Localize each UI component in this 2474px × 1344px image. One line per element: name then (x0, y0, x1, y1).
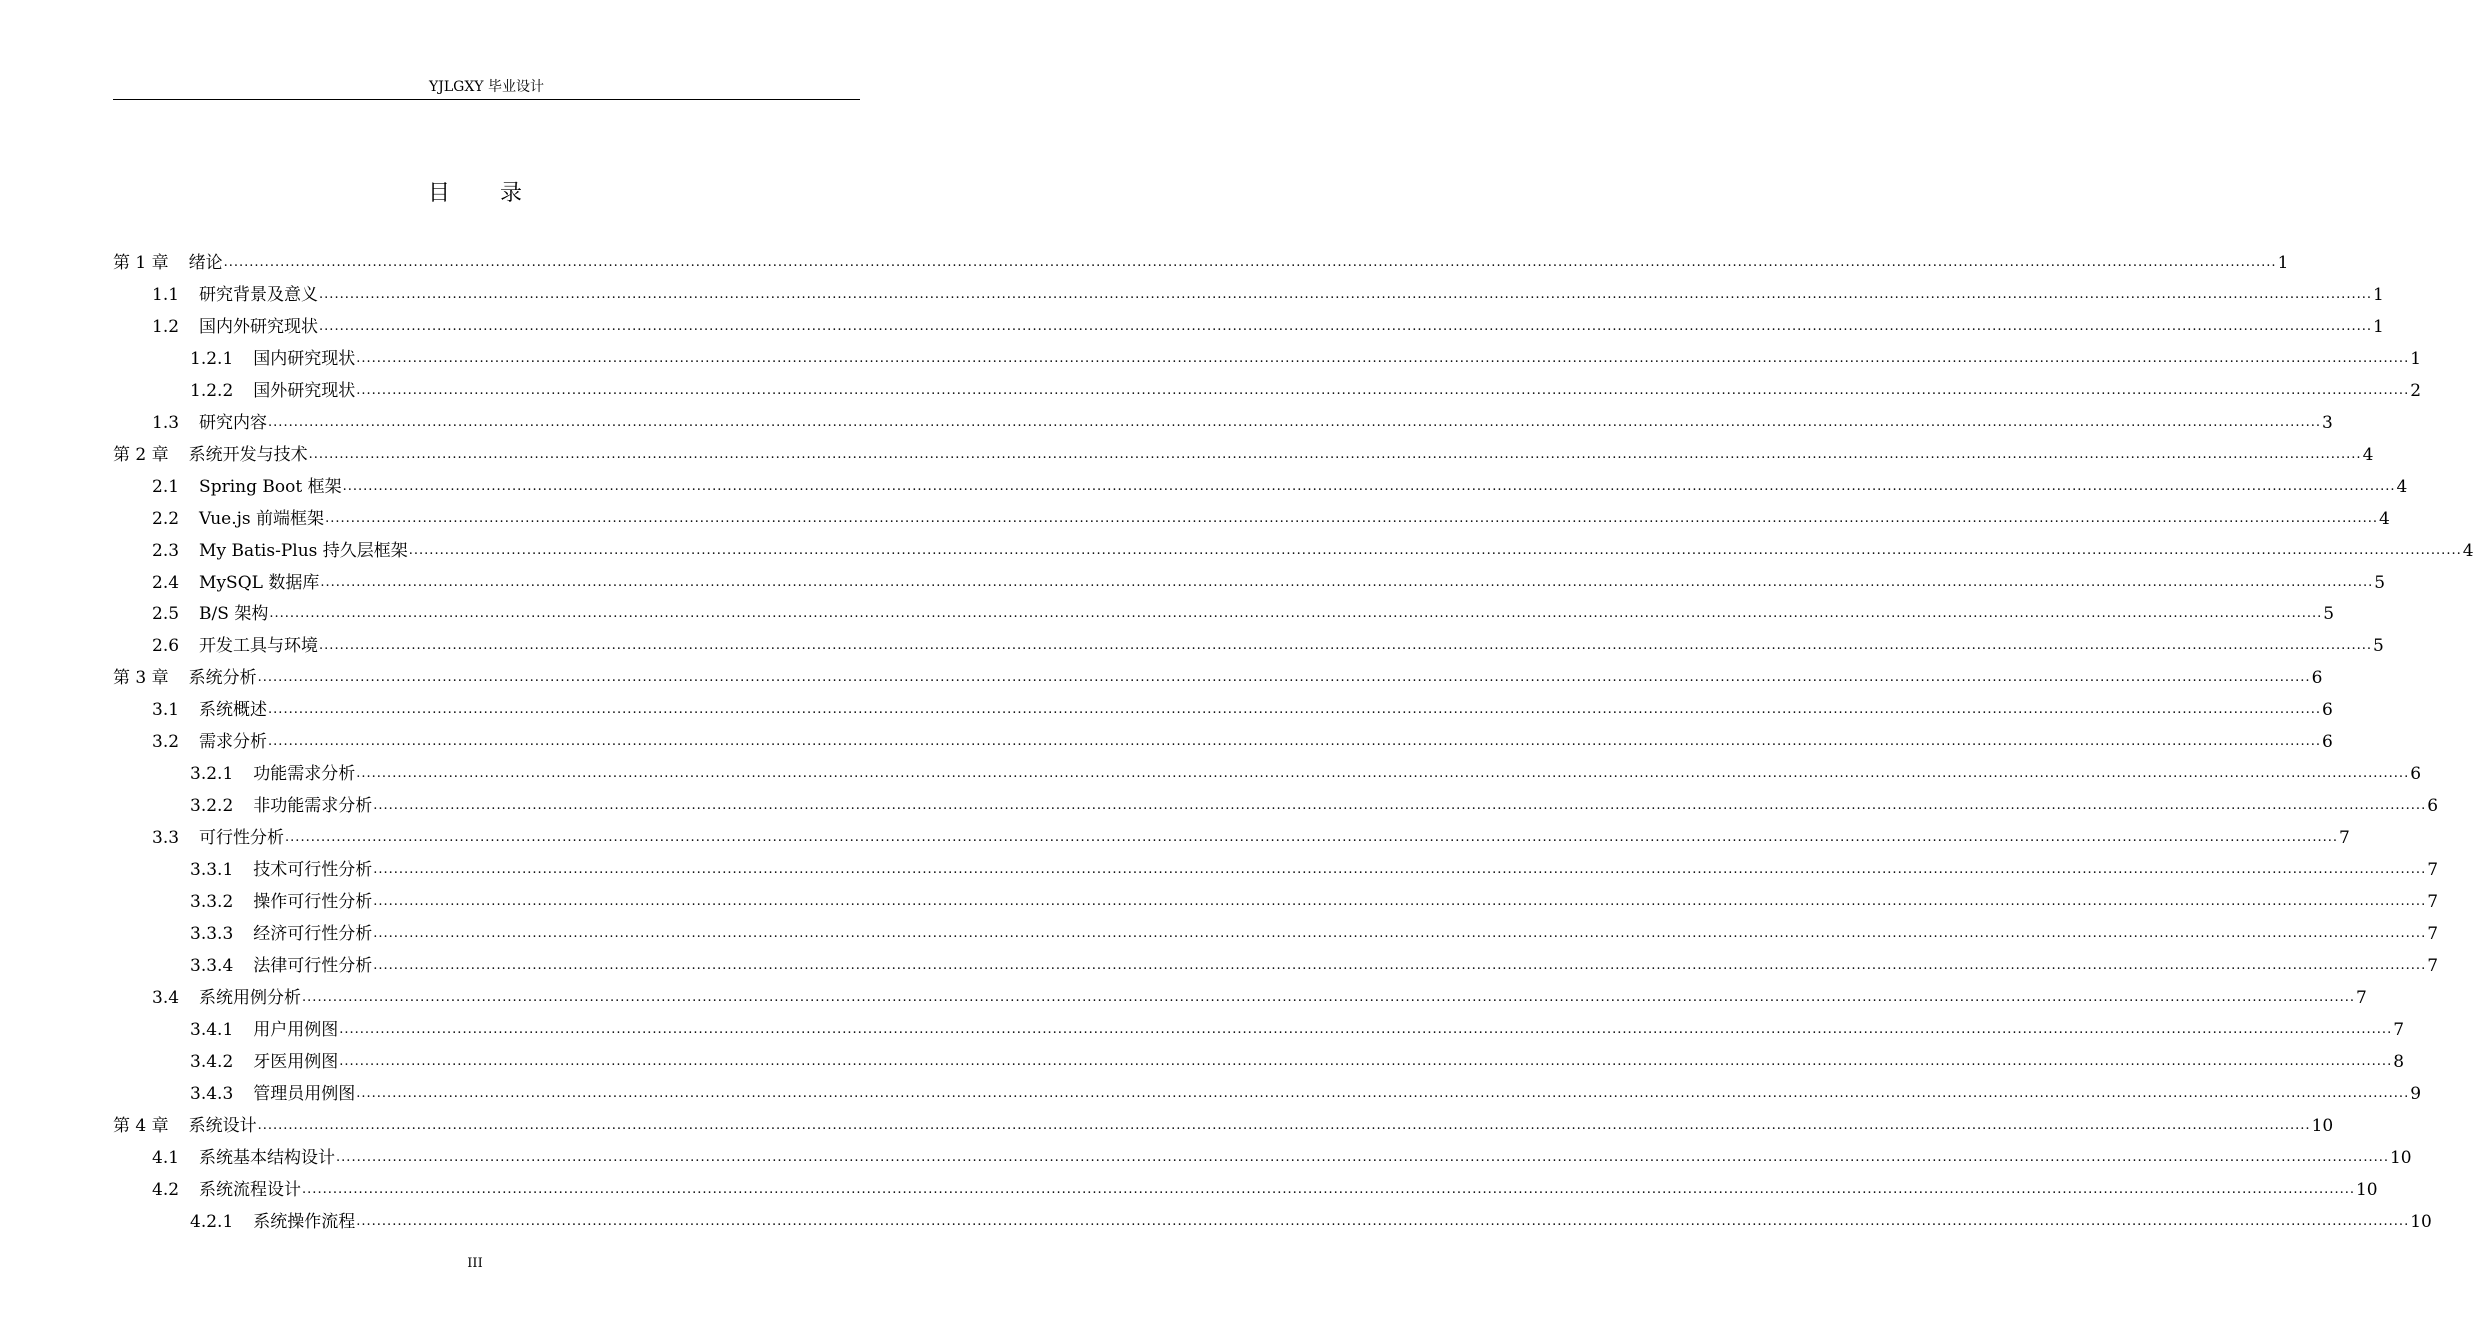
toc-entry[interactable] (113, 657, 2323, 689)
toc-entry-title: My Batis-Plus 持久层框架 (199, 540, 408, 561)
toc-entry-number: 3.4.1 (190, 1019, 234, 1040)
toc-entry[interactable] (152, 689, 2333, 721)
toc-entry-title: 功能需求分析 (253, 764, 356, 785)
toc-entry-title: 研究内容 (199, 412, 268, 433)
toc-entry-title: MySQL 数据库 (199, 572, 320, 593)
toc-entry-page: 10 (2389, 1147, 2412, 1168)
toc-entry-title: 研究背景及意义 (199, 284, 319, 305)
toc-leader-dots: ................................................................................................................................................................................................................................................................................................................................................................................................................ (408, 542, 2462, 558)
toc-entry-page: 7 (2427, 923, 2439, 944)
toc-entry-title: 法律可行性分析 (253, 955, 373, 976)
toc-entry-title: 系统开发与技术 (188, 444, 308, 465)
toc-entry[interactable] (152, 498, 2390, 530)
toc-leader-dots: ................................................................................................................................................................................................................................................................................................................................................................................................................ (336, 1149, 2389, 1165)
toc-entry[interactable] (152, 625, 2384, 657)
toc-entry-number: 3.3.3 (190, 923, 234, 944)
toc-leader-dots: ................................................................................................................................................................................................................................................................................................................................................................................................................ (268, 414, 2321, 430)
toc-leader-dots: ................................................................................................................................................................................................................................................................................................................................................................................................................ (373, 862, 2427, 878)
toc-leader-dots: ................................................................................................................................................................................................................................................................................................................................................................................................................ (356, 382, 2410, 398)
toc-entry-title: 国内外研究现状 (199, 316, 319, 337)
toc-entry[interactable] (152, 530, 2474, 562)
toc-entry-page: 1 (2372, 316, 2384, 337)
toc-entry[interactable] (190, 370, 2422, 402)
toc-entry[interactable] (190, 913, 2439, 945)
toc-title: 目录 (427, 181, 572, 206)
toc-leader-dots: ................................................................................................................................................................................................................................................................................................................................................................................................................ (373, 894, 2427, 909)
toc-entry-title: 技术可行性分析 (253, 860, 373, 881)
toc-entry[interactable] (152, 721, 2333, 753)
toc-entry-number: 1.1 (152, 284, 180, 305)
toc-entry-number: 4.2.1 (190, 1211, 234, 1232)
toc-entry-number: 1.2.1 (190, 348, 234, 369)
toc-leader-dots: ................................................................................................................................................................................................................................................................................................................................................................................................................ (269, 606, 2323, 622)
toc-leader-dots: ................................................................................................................................................................................................................................................................................................................................................................................................................ (268, 734, 2321, 750)
toc-entry[interactable] (152, 274, 2384, 306)
toc-entry-number: 1.3 (152, 412, 180, 433)
toc-entry-title: 可行性分析 (199, 828, 285, 849)
toc-leader-dots: ................................................................................................................................................................................................................................................................................................................................................................................................................ (319, 318, 2372, 334)
toc-entry-page: 1 (2277, 253, 2289, 273)
toc-entry[interactable] (190, 1073, 2422, 1105)
toc-entry-page: 5 (2372, 636, 2384, 657)
toc-entry-page: 6 (2321, 732, 2333, 753)
toc-entry-page: 7 (2338, 828, 2350, 849)
toc-entry-title: Spring Boot 框架 (199, 476, 342, 497)
toc-leader-dots: ................................................................................................................................................................................................................................................................................................................................................................................................................ (356, 1213, 2410, 1229)
toc-leader-dots: ................................................................................................................................................................................................................................................................................................................................................................................................................ (339, 1053, 2393, 1069)
toc-entry-title: 系统基本结构设计 (199, 1147, 336, 1168)
toc-entry-page: 7 (2427, 955, 2439, 976)
toc-entry-page: 6 (2321, 700, 2333, 721)
toc-entry-page: 6 (2410, 764, 2422, 785)
toc-entry-title: 非功能需求分析 (253, 796, 373, 817)
toc-entry-number: 3.3.4 (190, 955, 234, 976)
toc-entry-title: Vue.js 前端框架 (199, 508, 325, 529)
toc-entry[interactable] (190, 753, 2422, 785)
toc-leader-dots: ................................................................................................................................................................................................................................................................................................................................................................................................................ (223, 255, 2277, 270)
toc-entry-page: 1 (2410, 348, 2422, 369)
toc-entry-number: 2.5 (152, 604, 180, 625)
toc-entry-number: 第 1 章 (113, 253, 169, 273)
toc-entry-number: 第 4 章 (113, 1115, 169, 1136)
toc-entry-number: 1.2.2 (190, 380, 234, 401)
page-header: YJLGXY 毕业设计 (429, 79, 544, 95)
toc-entry-title: 国内研究现状 (253, 348, 356, 369)
toc-entry-page: 4 (2379, 508, 2390, 529)
toc-entry-title: 用户用例图 (253, 1019, 339, 1040)
toc-entry-number: 3.2.1 (190, 764, 234, 785)
toc-entry-page: 7 (2427, 860, 2439, 881)
toc-entry[interactable] (152, 977, 2367, 1009)
toc-entry-title: 开发工具与环境 (199, 636, 319, 657)
toc-entry[interactable] (190, 785, 2439, 817)
toc-entry-title: 操作可行性分析 (253, 892, 373, 912)
toc-leader-dots: ................................................................................................................................................................................................................................................................................................................................................................................................................ (320, 574, 2374, 590)
toc-entry-number: 3.3 (152, 828, 180, 849)
toc-entry-page: 4 (2462, 540, 2474, 561)
toc-entry-number: 3.4.3 (190, 1083, 234, 1104)
toc-entry-page: 5 (2374, 572, 2386, 593)
toc-entry-number: 3.3.1 (190, 860, 234, 881)
toc-leader-dots: ................................................................................................................................................................................................................................................................................................................................................................................................................ (319, 638, 2372, 654)
toc-entry-number: 3.4 (152, 987, 180, 1008)
toc-entry-page: 7 (2427, 892, 2439, 912)
toc-entry[interactable] (152, 817, 2350, 849)
toc-entry-number: 4.1 (152, 1147, 180, 1168)
toc-entry-page: 6 (2427, 796, 2439, 817)
toc-leader-dots: ................................................................................................................................................................................................................................................................................................................................................................................................................ (319, 286, 2372, 302)
toc-entry-title: 牙医用例图 (253, 1051, 339, 1072)
toc-entry-title: 管理员用例图 (253, 1083, 356, 1104)
toc-leader-dots: ................................................................................................................................................................................................................................................................................................................................................................................................................ (325, 510, 2378, 526)
toc-leader-dots: ................................................................................................................................................................................................................................................................................................................................................................................................................ (356, 350, 2410, 366)
toc-entry-title: 经济可行性分析 (253, 923, 373, 944)
toc-entry-page: 7 (2355, 987, 2367, 1008)
toc-entry[interactable] (152, 306, 2384, 338)
toc-entry[interactable] (152, 562, 2386, 594)
toc-entry-title: 国外研究现状 (253, 380, 356, 401)
toc-entry[interactable] (190, 1041, 2405, 1073)
toc-entry-number: 2.3 (152, 540, 180, 561)
toc-leader-dots: ................................................................................................................................................................................................................................................................................................................................................................................................................ (302, 1181, 2355, 1197)
toc-leader-dots: ................................................................................................................................................................................................................................................................................................................................................................................................................ (308, 446, 2362, 462)
toc-entry-page: 4 (2362, 444, 2374, 465)
toc-entry[interactable] (152, 402, 2333, 434)
toc-leader-dots: ................................................................................................................................................................................................................................................................................................................................................................................................................ (342, 478, 2396, 494)
toc-entry[interactable] (152, 1137, 2412, 1169)
toc-entry[interactable] (190, 1201, 2432, 1233)
toc-entry-page: 10 (2311, 1115, 2334, 1136)
toc-entry-number: 3.4.2 (190, 1051, 234, 1072)
toc-leader-dots: ................................................................................................................................................................................................................................................................................................................................................................................................................ (373, 925, 2427, 941)
toc-entry-page: 5 (2323, 604, 2335, 625)
toc-leader-dots: ................................................................................................................................................................................................................................................................................................................................................................................................................ (373, 798, 2427, 814)
toc-entry-title: B/S 架构 (199, 604, 269, 625)
toc-entry[interactable] (152, 1169, 2378, 1201)
toc-entry-page: 6 (2311, 668, 2323, 689)
toc-entry-number: 4.2 (152, 1179, 180, 1200)
toc-entry-page: 8 (2393, 1051, 2405, 1072)
toc-entry[interactable] (190, 849, 2439, 881)
toc-entry-title: 绪论 (188, 253, 223, 273)
toc-entry[interactable] (113, 1105, 2334, 1137)
toc-entry[interactable] (152, 593, 2335, 625)
toc-entry-number: 1.2 (152, 316, 180, 337)
toc-entry[interactable] (152, 466, 2408, 498)
toc-entry-title: 需求分析 (199, 732, 268, 753)
toc-entry-page: 10 (2355, 1179, 2378, 1200)
toc-entry-number: 第 3 章 (113, 668, 169, 689)
toc-leader-dots: ................................................................................................................................................................................................................................................................................................................................................................................................................ (339, 1021, 2393, 1037)
toc-entry-number: 3.3.2 (190, 892, 234, 912)
toc-entry-number: 2.6 (152, 636, 180, 657)
toc-leader-dots: ................................................................................................................................................................................................................................................................................................................................................................................................................ (356, 766, 2410, 782)
toc-entry-page: 1 (2372, 284, 2384, 305)
toc-entry-number: 3.1 (152, 700, 180, 721)
toc-entry-page: 4 (2396, 476, 2408, 497)
toc-entry[interactable] (190, 945, 2439, 977)
toc-entry-page: 2 (2410, 380, 2422, 401)
toc-entry-number: 2.4 (152, 572, 180, 593)
toc-leader-dots: ................................................................................................................................................................................................................................................................................................................................................................................................................ (373, 957, 2427, 973)
toc-entry-title: 系统分析 (188, 668, 257, 689)
toc-entry[interactable] (190, 1009, 2405, 1041)
toc-entry-page: 10 (2410, 1211, 2432, 1232)
toc-leader-dots: ................................................................................................................................................................................................................................................................................................................................................................................................................ (257, 670, 2311, 686)
toc-entry-number: 2.1 (152, 476, 180, 497)
toc-leader-dots: ................................................................................................................................................................................................................................................................................................................................................................................................................ (302, 989, 2355, 1005)
header-rule (113, 99, 860, 100)
toc-entry-number: 第 2 章 (113, 444, 169, 465)
toc-leader-dots: ................................................................................................................................................................................................................................................................................................................................................................................................................ (257, 1117, 2311, 1133)
toc-entry[interactable] (190, 338, 2422, 370)
toc-leader-dots: ................................................................................................................................................................................................................................................................................................................................................................................................................ (268, 702, 2321, 718)
toc-entry-title: 系统用例分析 (199, 987, 302, 1008)
toc-entry[interactable] (113, 242, 2289, 274)
toc-entry-title: 系统设计 (188, 1115, 257, 1136)
toc-entry-title: 系统操作流程 (253, 1211, 356, 1232)
toc-entry[interactable] (113, 434, 2374, 466)
toc-entry-page: 7 (2393, 1019, 2405, 1040)
toc-entry-page: 9 (2410, 1083, 2422, 1104)
toc-entry-title: 系统流程设计 (199, 1179, 302, 1200)
toc-leader-dots: ................................................................................................................................................................................................................................................................................................................................................................................................................ (285, 830, 2338, 846)
toc-entry-page: 3 (2321, 412, 2333, 433)
toc-leader-dots: ................................................................................................................................................................................................................................................................................................................................................................................................................ (356, 1085, 2410, 1101)
toc-entry-title: 系统概述 (199, 700, 268, 721)
toc-entry-number: 3.2.2 (190, 796, 234, 817)
toc-entry-number: 3.2 (152, 732, 180, 753)
page-number: III (467, 1256, 483, 1271)
toc-entry[interactable] (190, 881, 2439, 913)
toc-entry-number: 2.2 (152, 508, 180, 529)
